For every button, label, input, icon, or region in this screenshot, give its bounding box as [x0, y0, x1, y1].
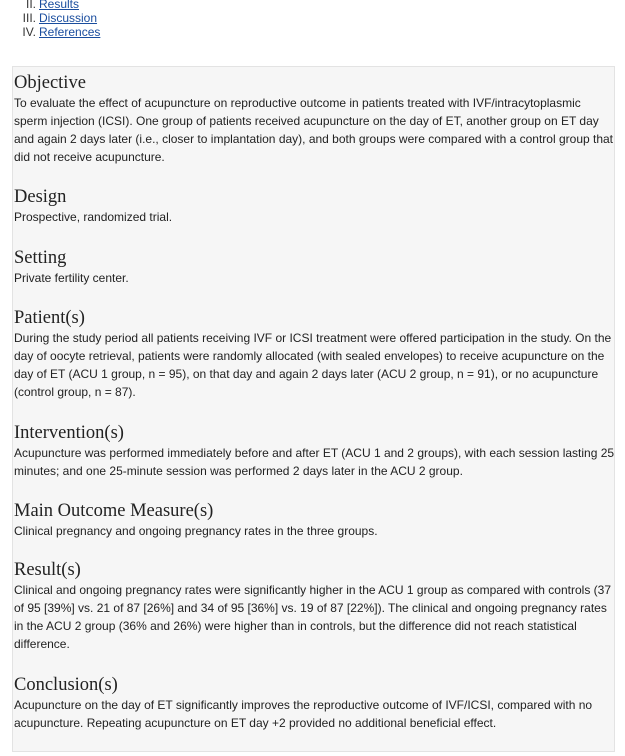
section-body: Clinical and ongoing pregnancy rates were significantly higher in the ACU 1 group as compared with controls (37 of 95 [39%] vs. 21 of 87 [26%] and 34 of 95 [36%] vs. 19 of 87 [22%]). The clinical and ongoing pregnancy rates in the ACU 2 group (36% and 26%) were higher than in controls, but the difference did not reach statistical difference.	[14, 583, 611, 651]
toc-item-results[interactable]	[0, 0, 200, 11]
toc-link-references[interactable]: References	[39, 25, 101, 39]
section-patients	[14, 307, 617, 401]
section-setting	[14, 247, 617, 287]
toc-item-number: IV.	[22, 25, 36, 39]
toc-item-number: III.	[22, 11, 36, 25]
section-design	[14, 186, 617, 226]
section-body: Private fertility center.	[14, 271, 129, 285]
section-heading: Patient(s)	[14, 308, 85, 328]
section-heading: Objective	[14, 73, 86, 93]
section-body: To evaluate the effect of acupuncture on reproductive outcome in patients treated with IVF/intracytoplasmic sperm injection (ICSI). One group of patients received acupuncture on the day of ET, another group on ET day and again 2 days later (i.e., closer to implantation day), and both groups were compared with a control group that did not receive acupuncture.	[14, 96, 614, 164]
section-heading: Design	[14, 187, 67, 207]
section-results	[14, 559, 617, 653]
section-body: Acupuncture was performed immediately before and after ET (ACU 1 and 2 groups), with each session lasting 25 minutes; and one 25-minute session was performed 2 days later in the ACU 2 group.	[14, 446, 615, 478]
abstract-box	[12, 66, 615, 752]
section-conclusions	[14, 674, 617, 732]
section-heading: Intervention(s)	[14, 423, 124, 443]
section-body: Acupuncture on the day of ET significantly improves the reproductive outcome of IVF/ICSI, compared with no acupuncture. Repeating acupuncture on ET day +2 provided no additional beneficial effect.	[14, 698, 593, 730]
section-main-outcome-measures	[14, 500, 617, 540]
section-body: Prospective, randomized trial.	[14, 210, 173, 224]
section-interventions	[14, 422, 617, 480]
section-objective	[14, 72, 617, 166]
section-heading: Main Outcome Measure(s)	[14, 501, 214, 521]
toc-item-number: II.	[25, 0, 36, 11]
section-heading: Result(s)	[14, 560, 81, 580]
table-of-contents	[0, 0, 200, 39]
section-body: During the study period all patients receiving IVF or ICSI treatment were offered participation in the study. On the day of oocyte retrieval, patients were randomly allocated (with sealed envelopes) to receive acupuncture on the day of ET (ACU 1 group, n = 95), on that day and again 2 days later (ACU 2 group, n = 91), or no acupuncture (control group, n = 87).	[14, 331, 612, 399]
toc-item-discussion[interactable]	[0, 11, 200, 25]
toc-item-references[interactable]	[0, 25, 200, 39]
section-heading: Conclusion(s)	[14, 675, 118, 695]
section-heading: Setting	[14, 248, 67, 268]
toc-link-results[interactable]: Results	[39, 0, 80, 11]
section-body: Clinical pregnancy and ongoing pregnancy rates in the three groups.	[14, 524, 378, 538]
toc-link-discussion[interactable]: Discussion	[39, 11, 98, 25]
